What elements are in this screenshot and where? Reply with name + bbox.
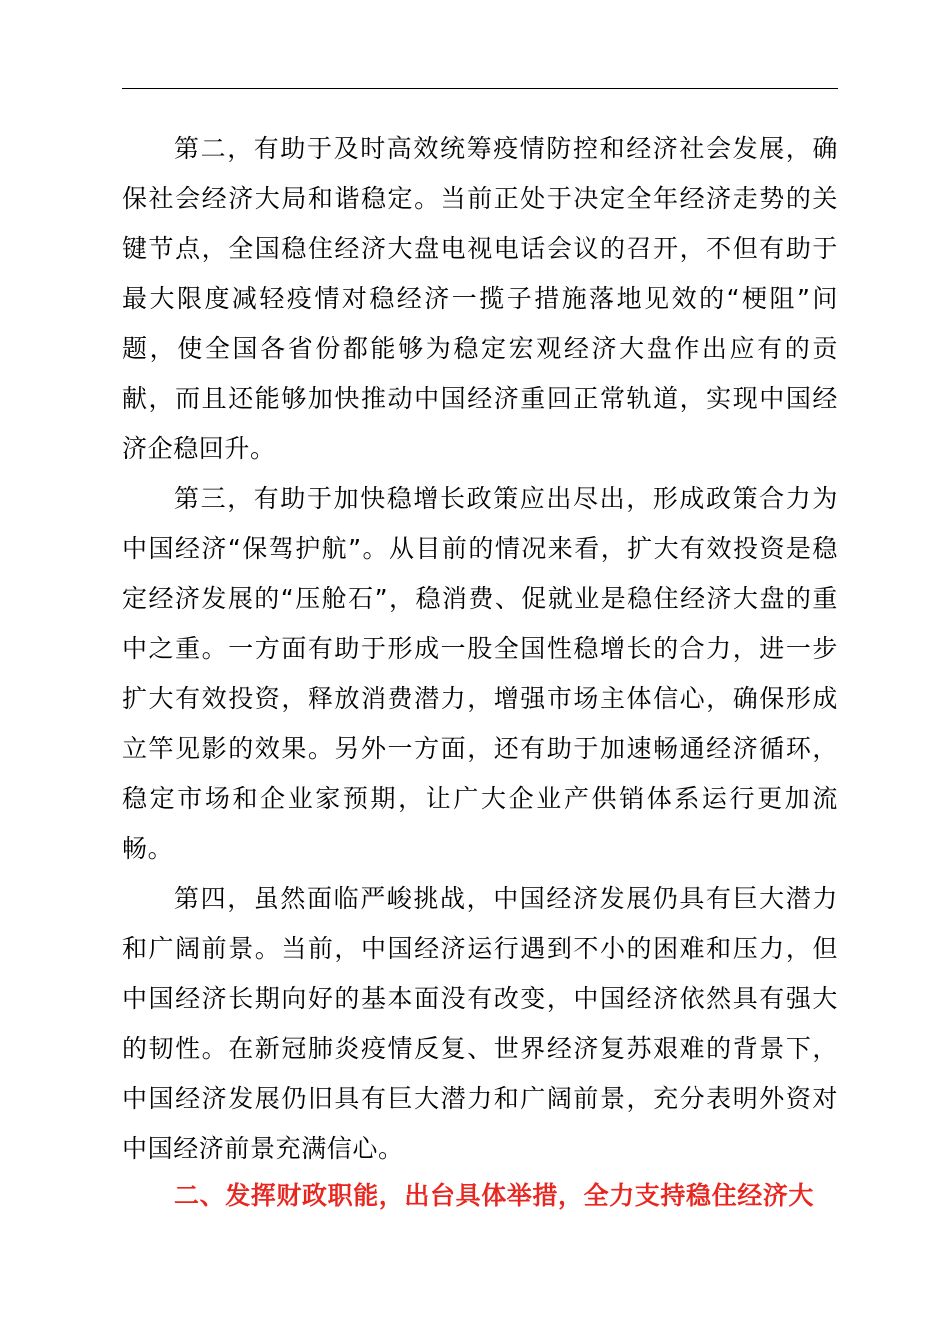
paragraph-fourth: 第四，虽然面临严峻挑战，中国经济发展仍具有巨大潜力和广阔前景。当前，中国经济运行遇到不小的困难和压力，但中国经济长期向好的基本面没有改变，中国经济依然具有强大的韧性。在新冠肺炎疫情反复、世界经济复苏艰难的背景下，中国经济发展仍旧具有巨大潜力和广阔前景，充分表明外资对中国经济前景充满信心。 — [122, 884, 838, 1163]
section-heading: 二、发挥财政职能，出台具体举措，全力支持稳住经济大 — [174, 1181, 815, 1210]
paragraph-third: 第三，有助于加快稳增长政策应出尽出，形成政策合力为中国经济“保驾护航”。从目前的情况来看，扩大有效投资是稳定经济发展的“压舱石”，稳消费、促就业是稳住经济大盘的重中之重。一方面有助于形成一股全国性稳增长的合力，进一步扩大有效投资，释放消费潜力，增强市场主体信心，确保形成立竿见影的效果。另外一方面，还有助于加速畅通经济循环，稳定市场和企业家预期，让广大企业产供销体系运行更加流畅。 — [122, 484, 838, 863]
header-rule — [122, 88, 838, 89]
paragraph-second: 第二，有助于及时高效统筹疫情防控和经济社会发展，确保社会经济大局和谐稳定。当前正处于决定全年经济走势的关键节点，全国稳住经济大盘电视电话会议的召开，不但有助于最大限度减轻疫情对稳经济一揽子措施落地见效的“梗阻”问题，使全国各省份都能够为稳定宏观经济大盘作出应有的贡献，而且还能够加快推动中国经济重回正常轨道，实现中国经济企稳回升。 — [122, 134, 838, 463]
document-body — [122, 124, 838, 1174]
